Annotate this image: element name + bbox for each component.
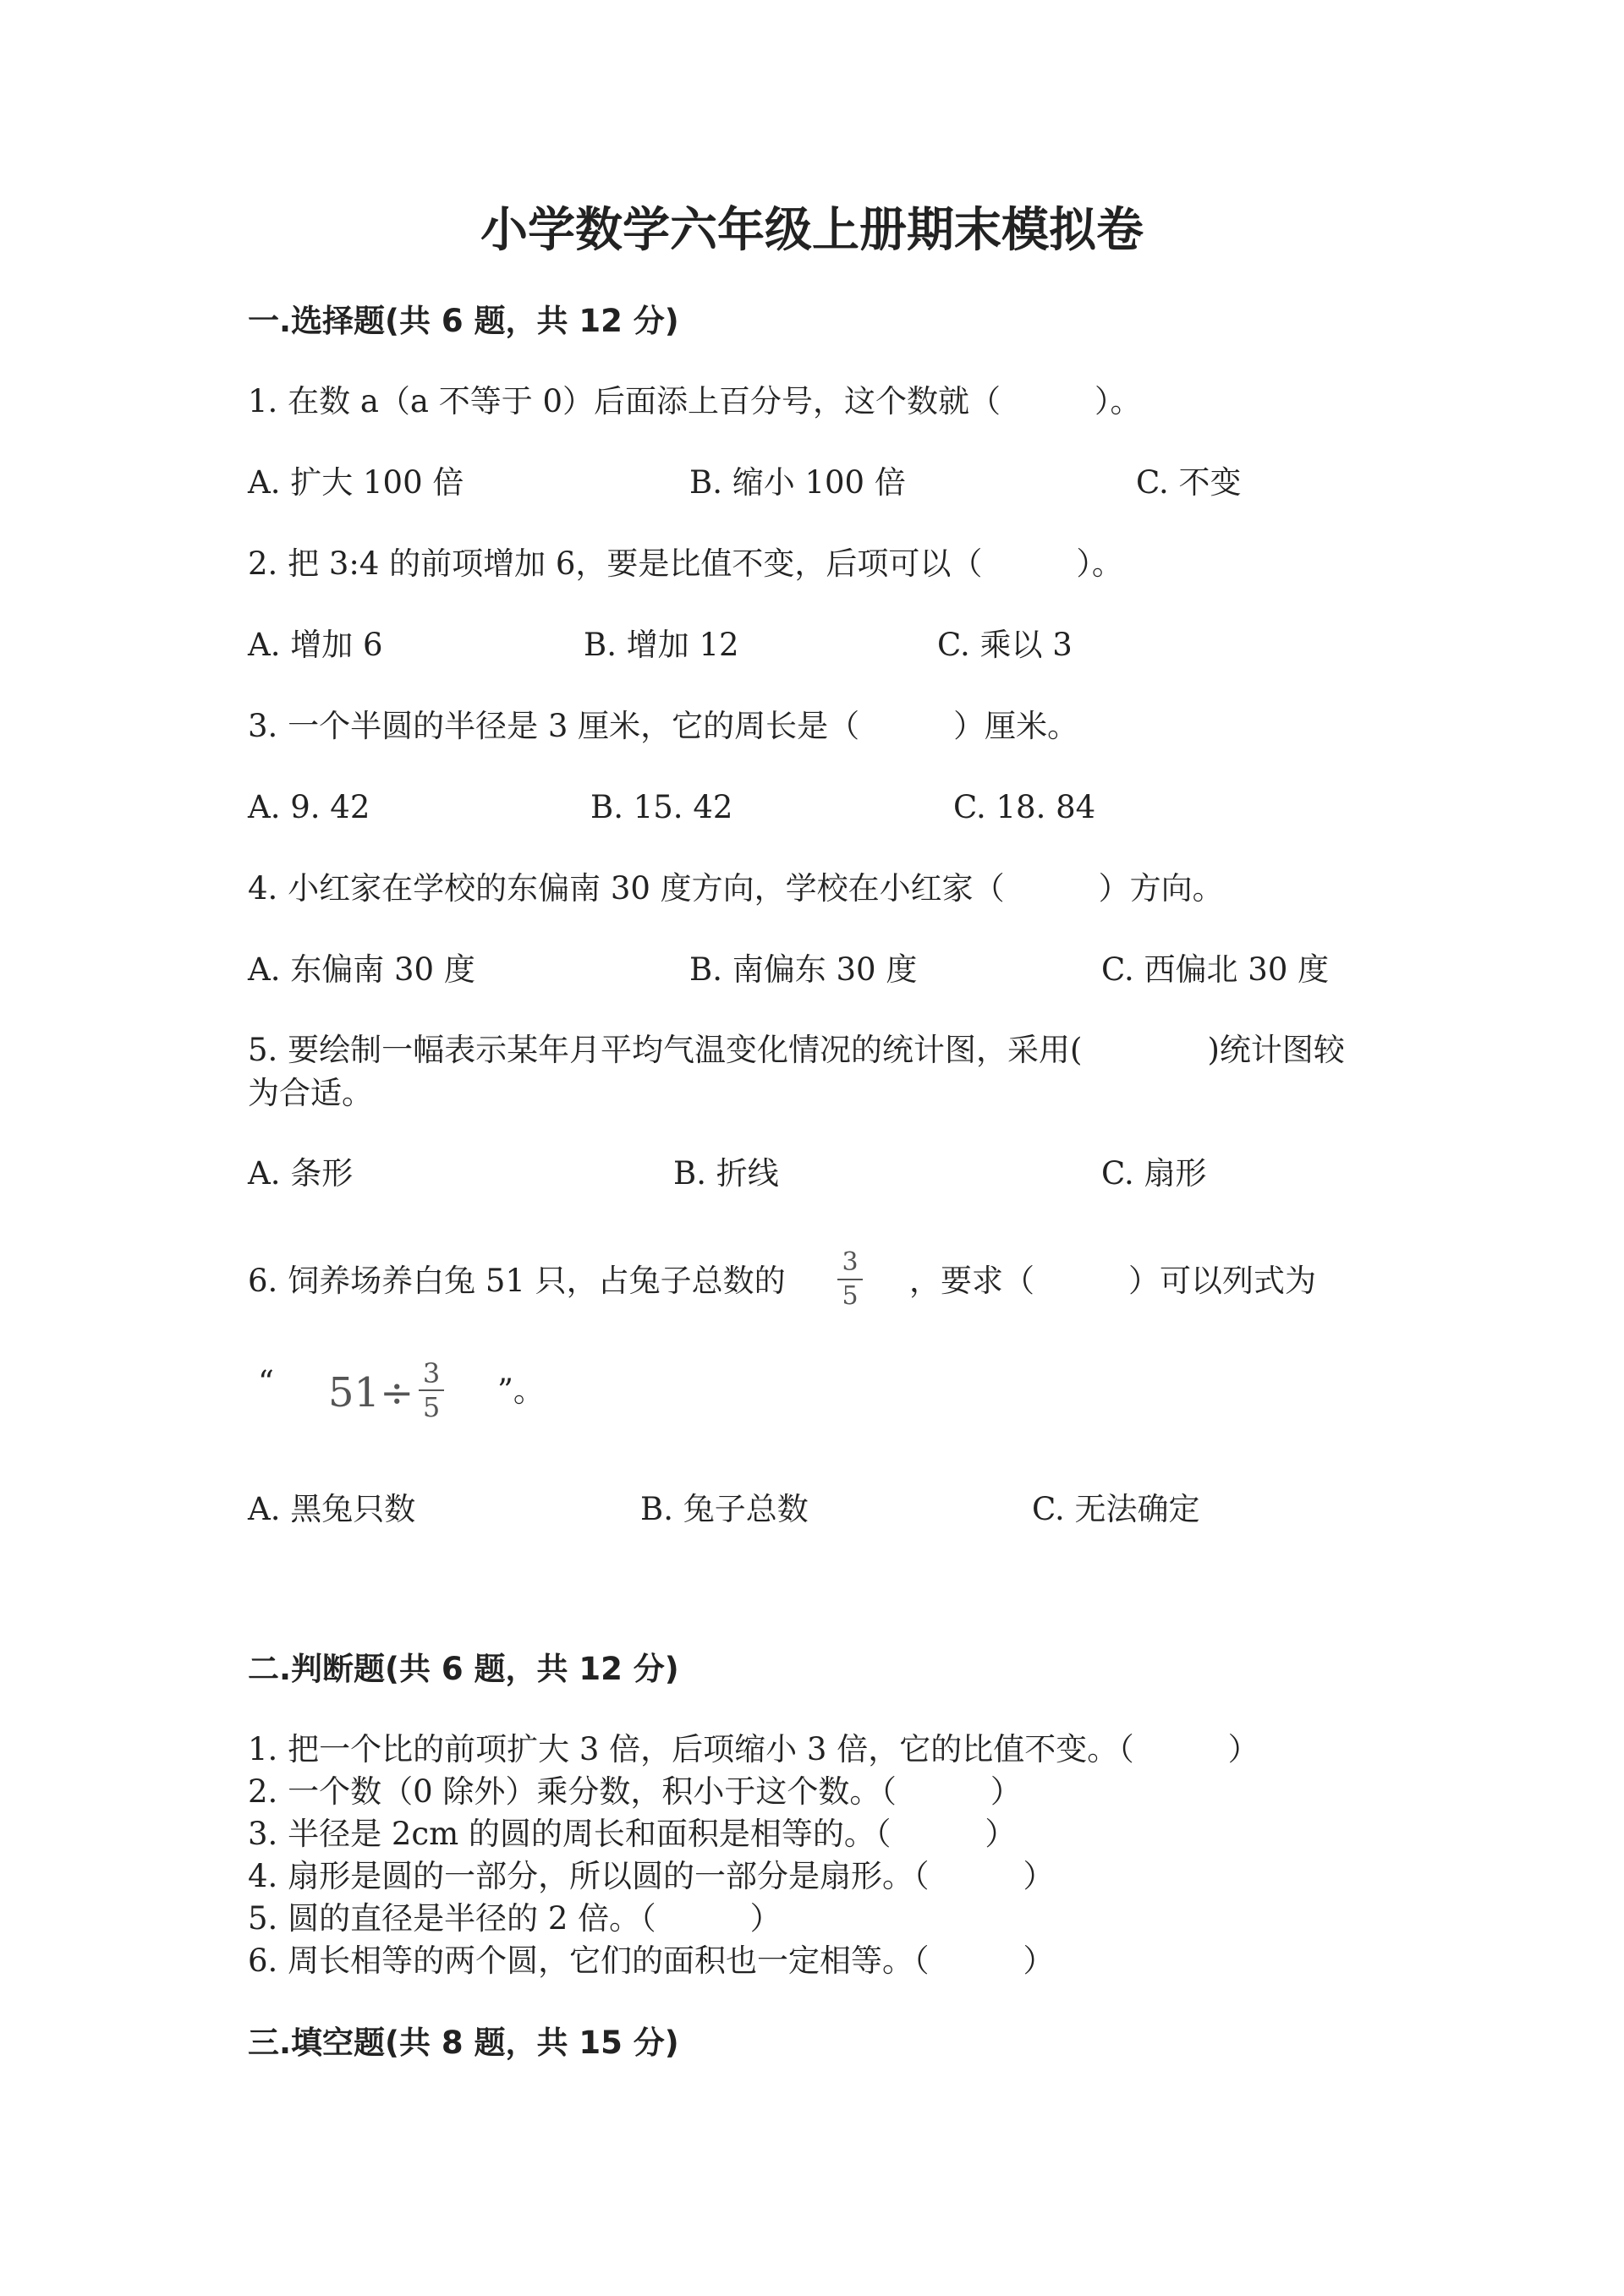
option-b: B. 折线: [673, 1155, 779, 1192]
fraction-denominator: 5: [842, 1281, 859, 1311]
fraction-denominator: 5: [422, 1391, 441, 1423]
question-stem-6: 6. 饲养场养白兔 51 只，占兔子总数的: [248, 1263, 786, 1299]
section-heading-judge: 二.判断题(共 6 题，共 12 分): [248, 1651, 679, 1687]
fraction-numerator: 3: [422, 1357, 441, 1389]
judge-item: 2. 一个数（0 除外）乘分数，积小于这个数。（ ）: [248, 1773, 1022, 1810]
judge-item: 6. 周长相等的两个圆，它们的面积也一定相等。（ ）: [248, 1943, 1055, 1979]
question-stem-3: 3. 一个半圆的半径是 3 厘米，它的周长是（ ）厘米。: [248, 708, 1079, 744]
option-c: C. 扇形: [1101, 1155, 1207, 1192]
section-heading-fill: 三.填空题(共 8 题，共 15 分): [248, 2025, 679, 2061]
question-stem-2: 2. 把 3:4 的前项增加 6，要是比值不变，后项可以（ ）。: [248, 545, 1123, 582]
judge-item: 5. 圆的直径是半径的 2 倍。（ ）: [248, 1900, 782, 1937]
fraction-bar: [837, 1279, 863, 1280]
fraction-three-fifths: [837, 1248, 863, 1311]
option-b: B. 兔子总数: [640, 1491, 809, 1527]
judge-item: 4. 扇形是圆的一部分，所以圆的一部分是扇形。（ ）: [248, 1858, 1055, 1894]
question-stem-4: 4. 小红家在学校的东偏南 30 度方向，学校在小红家（ ）方向。: [248, 870, 1224, 907]
option-a: A. 条形: [248, 1155, 354, 1192]
question-stem-6-cont: ，要求（ ）可以列式为: [909, 1263, 1316, 1299]
option-b: B. 增加 12: [584, 627, 739, 663]
option-b: B. 缩小 100 倍: [689, 464, 906, 501]
option-a: A. 东偏南 30 度: [248, 951, 475, 988]
question-stem-5: 5. 要绘制一幅表示某年月平均气温变化情况的统计图，采用( )统计图较: [248, 1032, 1345, 1068]
option-c: C. 乘以 3: [937, 627, 1073, 663]
open-quote: “: [258, 1364, 274, 1400]
judge-item: 3. 半径是 2cm 的圆的周长和面积是相等的。（ ）: [248, 1816, 1017, 1852]
expression-fraction: [419, 1358, 444, 1422]
close-quote: ”。: [497, 1373, 545, 1409]
option-a: A. 9. 42: [248, 789, 370, 825]
option-c: C. 无法确定: [1032, 1491, 1200, 1527]
option-a: A. 增加 6: [248, 627, 383, 663]
option-a: A. 黑兔只数: [248, 1491, 416, 1527]
page-title: 小学数学六年级上册期末模拟卷: [480, 203, 1144, 258]
judge-item: 1. 把一个比的前项扩大 3 倍，后项缩小 3 倍，它的比值不变。（ ）: [248, 1731, 1259, 1767]
fraction-numerator: 3: [842, 1247, 859, 1277]
option-b: B. 15. 42: [590, 789, 733, 825]
question-stem-1: 1. 在数 a（a 不等于 0）后面添上百分号，这个数就（ ）。: [248, 383, 1142, 419]
option-a: A. 扩大 100 倍: [248, 464, 464, 501]
section-heading-choice: 一.选择题(共 6 题，共 12 分): [248, 303, 679, 339]
option-c: C. 西偏北 30 度: [1101, 951, 1330, 988]
option-b: B. 南偏东 30 度: [689, 951, 918, 988]
option-c: C. 不变: [1136, 464, 1242, 501]
question-stem-5-cont: 为合适。: [248, 1075, 373, 1111]
option-c: C. 18. 84: [953, 789, 1096, 825]
division-expression: 51÷: [328, 1369, 414, 1417]
